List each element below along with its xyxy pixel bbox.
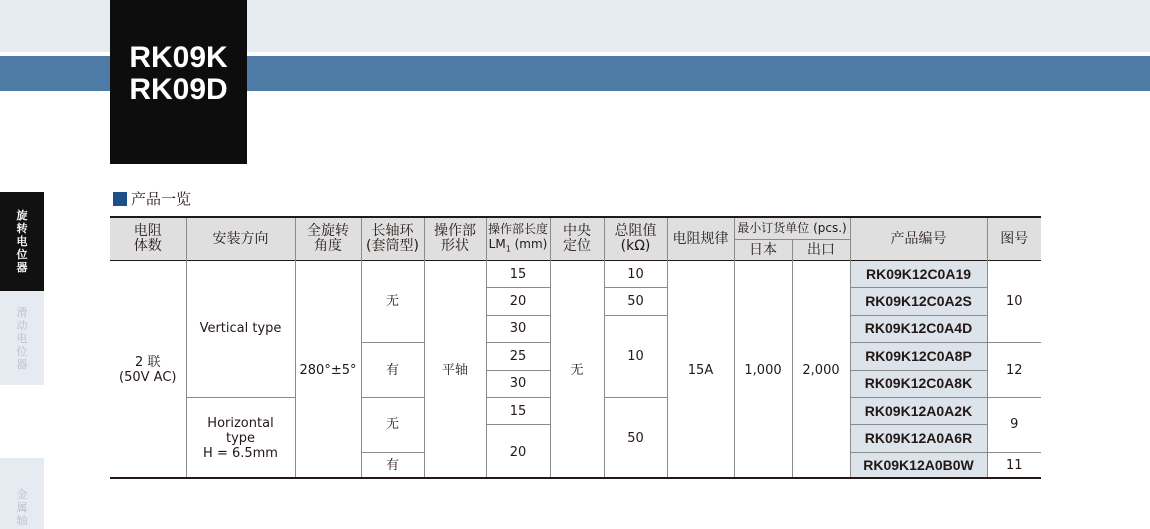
cell-mount-horizontal: Horizontal type H = 6.5mm	[186, 397, 295, 479]
cell-product-no: RK09K12C0A4D	[850, 315, 987, 342]
cell-product-no: RK09K12C0A19	[850, 261, 987, 288]
table-bottom-rule	[110, 477, 1041, 479]
model-name-1: RK09K	[129, 41, 228, 74]
section-square-icon	[113, 192, 127, 206]
cell-sleeve: 有	[361, 343, 424, 398]
side-tab-metal-shaft[interactable]	[0, 458, 44, 529]
cell-product-no: RK09K12C0A8P	[850, 343, 987, 370]
header-rotation-angle: 全旋转 角度	[295, 217, 361, 261]
cell-mount-vertical: Vertical type	[186, 261, 295, 398]
cell-length: 20	[486, 288, 550, 315]
side-tab-char: 器	[16, 357, 28, 371]
cell-drawing-no: 9	[987, 397, 1041, 452]
header-total-resistance: 总阻值 (kΩ)	[604, 217, 667, 261]
header-taper: 电阻规律	[667, 217, 734, 261]
cell-length: 15	[486, 261, 550, 288]
cell-resistance: 50	[604, 288, 667, 315]
side-tab-char: 电	[16, 235, 28, 248]
side-tab-char: 转	[16, 222, 28, 235]
cell-product-no: RK09K12C0A8K	[850, 370, 987, 397]
cell-resistance: 10	[604, 315, 667, 397]
cell-sleeve: 无	[361, 397, 424, 452]
cell-drawing-no: 12	[987, 343, 1041, 398]
side-tab-char: 轴	[16, 514, 28, 527]
cell-length: 30	[486, 315, 550, 342]
side-tab-char: 属	[16, 501, 28, 514]
side-tab-char: 位	[16, 248, 28, 261]
header-operation-shape: 操作部 形状	[424, 217, 486, 261]
header-gang: 电阻 体数	[110, 217, 186, 261]
section-title: 产品一览	[131, 190, 192, 208]
section-heading	[113, 188, 191, 209]
cell-rotation-angle: 280°±5°	[295, 261, 361, 480]
cell-length: 20	[486, 425, 550, 479]
header-moq-japan: 日本	[734, 240, 792, 261]
cell-center-detent: 无	[550, 261, 604, 480]
cell-resistance: 50	[604, 397, 667, 479]
cell-length: 15	[486, 397, 550, 424]
cell-shaft-shape: 平轴	[424, 261, 486, 480]
cell-drawing-no: 11	[987, 452, 1041, 479]
model-name-2: RK09D	[129, 73, 228, 106]
side-tab-char: 器	[16, 261, 28, 274]
cell-product-no: RK09K12A0B0W	[850, 452, 987, 479]
cell-length: 25	[486, 343, 550, 370]
header-shaft-ring: 长轴环 (套筒型)	[361, 217, 424, 261]
cell-moq-export: 2,000	[792, 261, 850, 480]
cell-product-no: RK09K12A0A6R	[850, 425, 987, 452]
cell-drawing-no: 10	[987, 261, 1041, 343]
header-product-no: 产品编号	[850, 217, 987, 261]
side-tab-char: 动	[16, 318, 28, 332]
side-tab-rotary[interactable]	[0, 192, 44, 291]
header-drawing-no: 图号	[987, 217, 1041, 261]
cell-sleeve: 有	[361, 452, 424, 479]
cell-product-no: RK09K12A0A2K	[850, 397, 987, 424]
cell-product-no: RK09K12C0A2S	[850, 288, 987, 315]
side-tab-char: 旋	[16, 209, 28, 222]
header-mounting: 安装方向	[186, 217, 295, 261]
header-center-detent: 中央 定位	[550, 217, 604, 261]
side-tab-char: 电	[16, 331, 28, 345]
cell-gang: 2 联 (50V AC)	[110, 261, 186, 480]
side-tab-char: 滑	[16, 305, 28, 319]
cell-sleeve: 无	[361, 261, 424, 343]
model-badge	[110, 0, 247, 164]
header-moq-export: 出口	[792, 240, 850, 261]
series-title: 9型绝缘轴铰接型	[257, 117, 427, 142]
product-table	[110, 216, 1041, 479]
side-tab-char: 位	[16, 344, 28, 358]
cell-taper: 15A	[667, 261, 734, 480]
header-operation-length: 操作部长度 $LM_1$ (mm)	[486, 217, 550, 261]
cell-moq-japan: 1,000	[734, 261, 792, 480]
side-tab-char: 金	[16, 488, 28, 501]
table-row	[110, 261, 1041, 288]
cell-resistance: 10	[604, 261, 667, 288]
side-tab-slide[interactable]	[0, 291, 44, 385]
header-moq: 最小订货单位 (pcs.)	[734, 217, 850, 240]
cell-length: 30	[486, 370, 550, 397]
